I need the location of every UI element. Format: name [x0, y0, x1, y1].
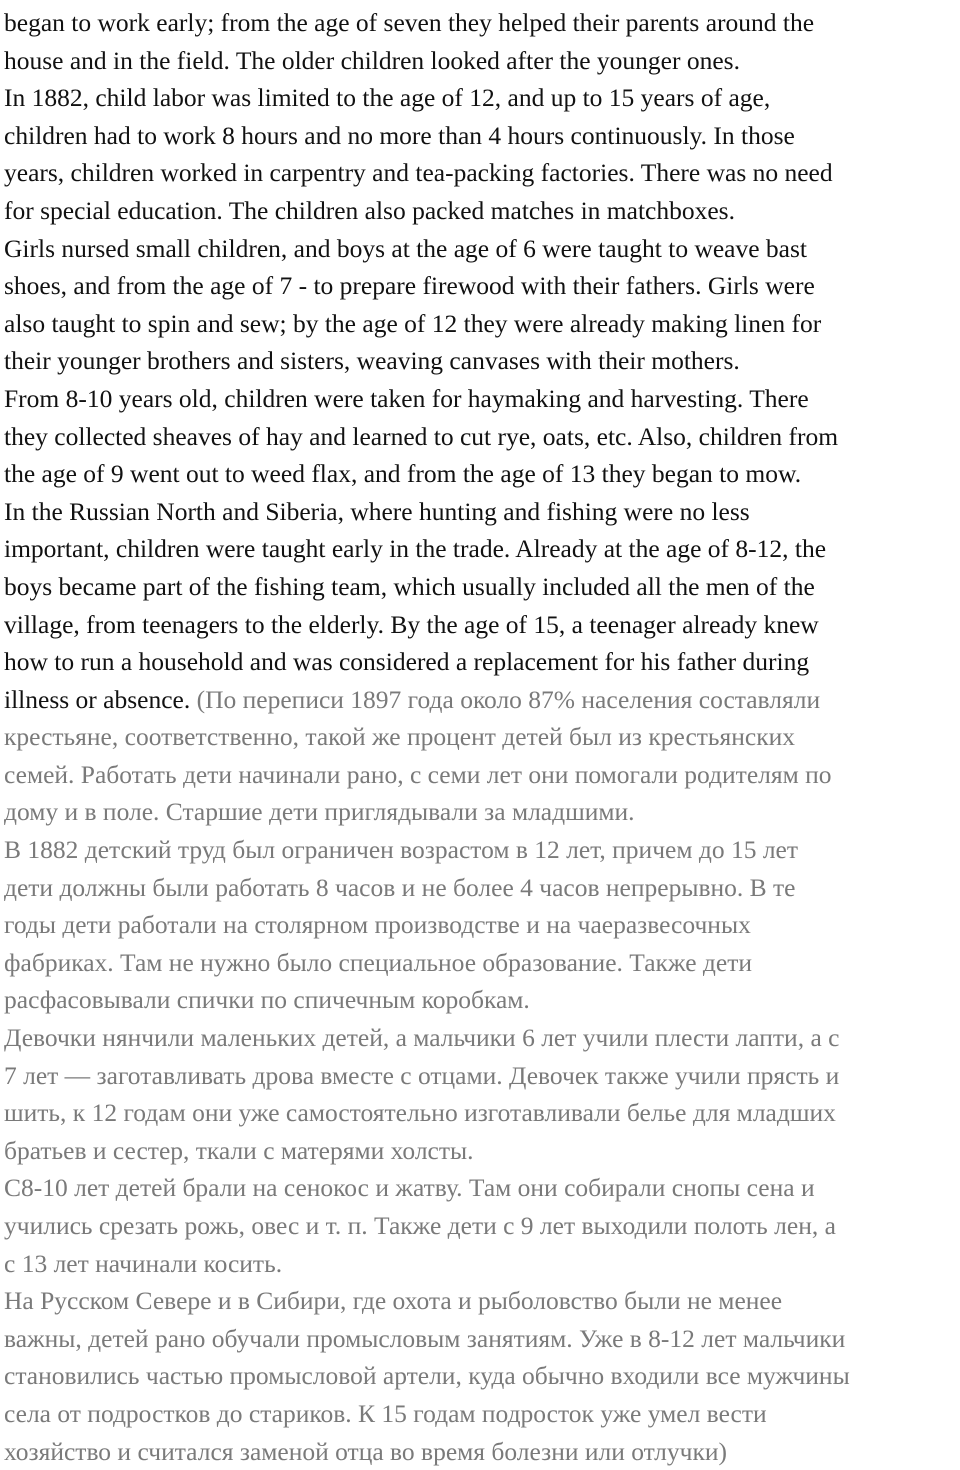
russian-line: учились срезать рожь, овес и т. п. Также дети с 9 лет выходили полоть лен, а [4, 1211, 836, 1240]
russian-line-start: (По переписи 1897 года около 87% населения составляли [196, 684, 821, 714]
english-line: From 8-10 years old, children were taken for haymaking and harvesting. There [4, 383, 809, 413]
english-line: years, children worked in carpentry and tea-packing factories. There was no need [4, 158, 833, 188]
english-line: their younger brothers and sisters, weaving canvases with their mothers. [4, 346, 740, 376]
russian-line: дому и в поле. Старшие дети приглядывали за младшими. [4, 797, 635, 827]
english-line: began to work early; from the age of seven they helped their parents around the [4, 8, 815, 37]
english-line: boys became part of the fishing team, which usually included all the men of the [4, 571, 815, 601]
english-line-end: illness or absence. [4, 684, 197, 714]
mixed-line [4, 681, 956, 719]
english-line: In 1882, child labor was limited to the age of 12, and up to 15 years of age, [4, 83, 771, 113]
russian-line: села от подростков до стариков. К 15 годам подросток уже умел вести [4, 1398, 767, 1428]
english-line: village, from teenagers to the elderly. By the age of 15, a teenager already knew [4, 609, 819, 639]
english-line: house and in the field. The older children looked after the younger ones. [4, 45, 740, 75]
english-line: the age of 9 went out to weed flax, and from the age of 13 they began to mow. [4, 459, 802, 489]
russian-line: крестьяне, соответственно, такой же процент детей был из крестьянских [4, 722, 796, 752]
russian-line: Девочки нянчили маленьких детей, а мальчики 6 лет учили плести лапти, а с [4, 1023, 840, 1053]
english-line: shoes, and from the age of 7 - to prepare firewood with their fathers. Girls were [4, 271, 815, 301]
russian-line: расфасовывали спички по спичечным коробкам. [4, 985, 530, 1015]
english-line: children had to work 8 hours and no more than 4 hours continuously. In those [4, 120, 795, 150]
russian-line: шить, к 12 годам они уже самостоятельно изготавливали белье для младших [4, 1098, 836, 1128]
english-line: Girls nursed small children, and boys at the age of 6 were taught to weave bast [4, 233, 808, 263]
russian-line: братьев и сестер, ткали с матерями холсты. [4, 1135, 474, 1165]
russian-line: с 13 лет начинали косить. [4, 1248, 283, 1278]
english-line: In the Russian North and Siberia, where hunting and fishing were no less [4, 496, 750, 526]
russian-translation-block [4, 718, 956, 1470]
document-page [4, 4, 956, 1470]
english-line: for special education. The children also packed matches in matchboxes. [4, 195, 735, 225]
english-line: they collected sheaves of hay and learned to cut rye, oats, etc. Also, children from [4, 421, 839, 451]
russian-line: дети должны были работать 8 часов и не более 4 часов непрерывно. В те [4, 872, 796, 902]
russian-line: На Русском Севере и в Сибири, где охота и рыболовство были не менее [4, 1286, 783, 1316]
russian-line: фабриках. Там не нужно было специальное образование. Также дети [4, 947, 752, 977]
russian-line: годы дети работали на столярном производстве и на чаеразвесочных [4, 910, 751, 940]
english-line: important, children were taught early in the trade. Already at the age of 8-12, the [4, 534, 827, 564]
english-line: how to run a household and was considered a replacement for his father during [4, 647, 810, 677]
russian-line: семей. Работать дети начинали рано, с семи лет они помогали родителям по [4, 759, 832, 789]
russian-line: С8-10 лет детей брали на сенокос и жатву. Там они собирали снопы сена и [4, 1173, 815, 1203]
russian-line: В 1882 детский труд был ограничен возрастом в 12 лет, причем до 15 лет [4, 835, 799, 865]
russian-line: важны, детей рано обучали промысловым занятиям. Уже в 8-12 лет мальчики [4, 1323, 846, 1353]
russian-line: 7 лет — заготавливать дрова вместе с отцами. Девочек также учили прясть и [4, 1060, 840, 1090]
russian-line: хозяйство и считался заменой отца во время болезни или отлучки) [4, 1436, 728, 1466]
russian-line: становились частью промысловой артели, куда обычно входили все мужчины [4, 1361, 850, 1391]
english-text-block [4, 4, 956, 681]
english-line: also taught to spin and sew; by the age of 12 they were already making linen for [4, 308, 822, 338]
